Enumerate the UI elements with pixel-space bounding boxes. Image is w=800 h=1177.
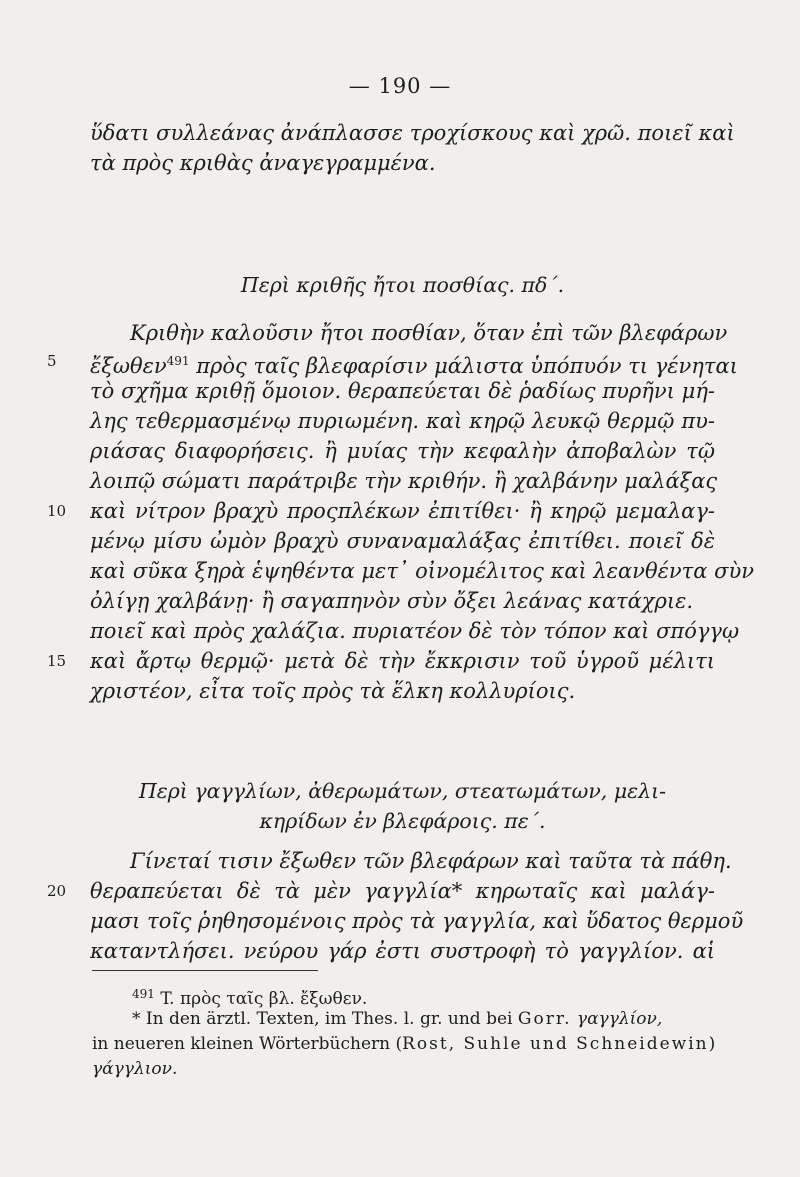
footnote-491-text: T. πρὸς ταῖς βλ. ἔξωθεν. bbox=[160, 989, 368, 1009]
text-line-11: μένῳ μίσυ ὠμὸν βραχὺ συναναμαλάξας ἐπιτίθει. ποιεῖ δὲ bbox=[90, 529, 715, 553]
text-line-6: τὸ σχῆμα κριθῇ ὅμοιον. θεραπεύεται δὲ ῥαδίως πυρῆνι μή- bbox=[90, 379, 715, 403]
text-line-4: Κριθὴν καλοῦσιν ἤτοι ποσθίαν, ὅταν ἐπὶ τῶν βλεφάρων bbox=[130, 321, 728, 345]
line-number-15: 15 bbox=[47, 652, 67, 670]
text-line-13: ὀλίγῃ χαλβάνῃ· ἢ σαγαπηνὸν σὺν ὄξει λεάνας κατάχριε. bbox=[90, 589, 694, 613]
footnote-491-number: 491 bbox=[132, 987, 155, 1001]
text-line-10: καὶ νίτρον βραχὺ προςπλέκων ἐπιτίθει· ἢ κηρῷ μεμαλαγ- bbox=[90, 499, 715, 523]
text-line-14: ποιεῖ καὶ πρὸς χαλάζια. πυριατέον δὲ τὸν τόπον καὶ σπόγγῳ bbox=[90, 619, 740, 643]
section-heading-2-line-2: κηρίδων ἐν βλεφάροις. πε΄. bbox=[259, 809, 546, 833]
text-line-8: ριάσας διαφορήσεις. ἢ μυίας τὴν κεφαλὴν ἀποβαλὼν τῷ bbox=[90, 439, 715, 463]
text-line-5-rest: πρὸς ταῖς βλεφαρίσιν μάλιστα ὑπόπυόν τι γένηται bbox=[196, 354, 738, 378]
text-line-7: λης τεθερμασμένῳ πυριωμένη. καὶ κηρῷ λευκῷ θερμῷ πυ- bbox=[90, 409, 715, 433]
footnote-star-part-a: * In den ärztl. Texten, im Thes. l. gr. und bei bbox=[132, 1009, 518, 1029]
text-line-21: μασι τοῖς ῥηθησομένοις πρὸς τὰ γαγγλία, καὶ ὕδατος θερμοῦ bbox=[90, 909, 744, 933]
footnote-rule bbox=[92, 970, 318, 971]
section-heading-1: Περὶ κριθῆς ἤτοι ποσθίας. πδ΄. bbox=[240, 273, 565, 297]
text-line-20: θεραπεύεται δὲ τὰ μὲν γαγγλία* κηρωταῖς καὶ μαλάγ- bbox=[90, 879, 715, 903]
text-line-15: καὶ ἄρτῳ θερμῷ· μετὰ δὲ τὴν ἔκκρισιν τοῦ ὑγροῦ μέλιτι bbox=[90, 649, 715, 673]
footnote-star-line2-c: ) bbox=[708, 1034, 716, 1054]
footnote-ref-491: 491 bbox=[166, 354, 190, 368]
text-line-2: τὰ πρὸς κριθὰς ἀναγεγραμμένα. bbox=[90, 151, 436, 175]
footnote-star-line-2 bbox=[92, 1032, 717, 1057]
text-line-16: χριστέον, εἶτα τοῖς πρὸς τὰ ἕλκη κολλυρίοις. bbox=[90, 679, 576, 703]
footnote-star-word: γαγγλίον, bbox=[571, 1009, 663, 1029]
footnote-star-line-1 bbox=[92, 1007, 717, 1032]
footnote-star-line-3: γάγγλιον. bbox=[92, 1059, 178, 1079]
footnote-star-dictionaries: Rost, Suhle und Schneidewin bbox=[402, 1034, 709, 1054]
footnote-star-line2-a: in neueren kleinen Wörterbüchern ( bbox=[92, 1034, 403, 1054]
footnote-star-author: Gorr. bbox=[517, 1009, 572, 1029]
text-line-19: Γίνεταί τισιν ἔξωθεν τῶν βλεφάρων καὶ ταῦτα τὰ πάθη. bbox=[130, 849, 732, 873]
page-number: — 190 — bbox=[348, 74, 452, 98]
text-line-22: καταντλήσει. νεύρου γάρ ἐστι συστροφὴ τὸ γαγγλίον. αἱ bbox=[90, 939, 715, 963]
word-exothen: ἔξωθεν bbox=[90, 354, 167, 378]
text-line-9: λοιπῷ σώματι παράτριβε τὴν κριθήν. ἢ χαλβάνην μαλάξας bbox=[90, 469, 718, 493]
section-heading-2-line-1: Περὶ γαγγλίων, ἀθερωμάτων, στεατωμάτων, μελι- bbox=[138, 779, 667, 803]
text-line-12: καὶ σῦκα ξηρὰ ἑψηθέντα μετ᾽ οἰνομέλιτος καὶ λεανθέντα σὺν bbox=[90, 559, 754, 583]
line-number-5: 5 bbox=[47, 352, 57, 370]
line-number-20: 20 bbox=[47, 882, 67, 900]
line-number-10: 10 bbox=[47, 502, 67, 520]
text-line-1: ὕδατι συλλεάνας ἀνάπλασσε τροχίσκους καὶ χρῶ. ποιεῖ καὶ bbox=[90, 121, 735, 145]
